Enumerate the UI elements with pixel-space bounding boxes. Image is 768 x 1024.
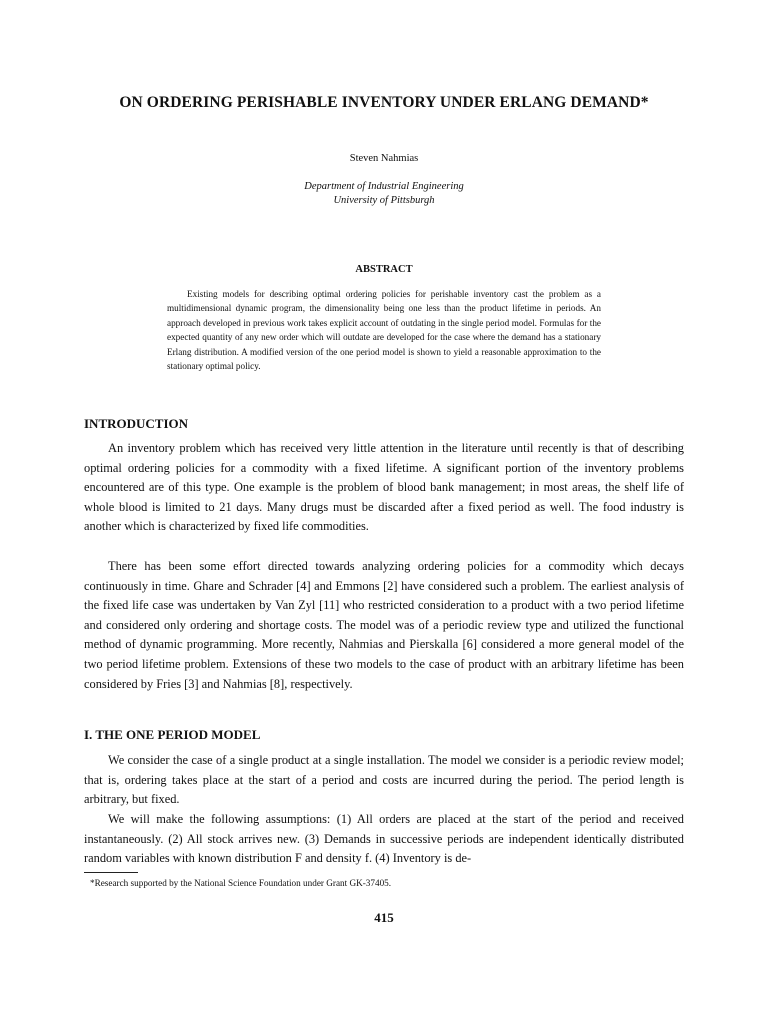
intro-paragraph-2: There has been some effort directed towards analyzing ordering policies for a commodity which decays continuously in time. Ghare and Schrader [4] and Emmons [2] have considered such a problem. The earliest analysis of the fixed life case was undertaken by Van Zyl [11] who restricted consideration to a product with a two period lifetime and considered only ordering and shortage costs. The model was of a periodic review type and utilized the functional method of dynamic programming. More recently, Nahmias and Pierskalla [6] considered a more general model of the two period lifetime problem. Extensions of these two models to the case of product with an arbitrary lifetime has been considered by Fries [3] and Nahmias [8], respectively. [84,559,684,691]
section-1-paragraph-1: We consider the case of a single product at a single installation. The model we consider is a periodic review model; that is, ordering takes place at the start of a period and costs are incurred during the period. The period length is arbitrary, but fixed. [84,753,684,807]
paper-title: ON ORDERING PERISHABLE INVENTORY UNDER ERLANG DEMAND* [119,94,649,111]
footnote: *Research supported by the National Science Foundation under Grant GK-37405. [90,878,392,888]
intro-paragraph-1: An inventory problem which has received very little attention in the literature until recently is that of describing optimal ordering policies for a commodity with a fixed lifetime. A significant portion of the inventory problems encountered are of this type. One example is the problem of blood bank management; in most areas, the shelf life of whole blood is limited to 21 days. Many drugs must be discarded after a fixed period as well. The food industry is another which is characterized by fixed life commodities. [84,441,684,534]
abstract-heading: ABSTRACT [355,264,413,275]
footnote-rule [84,872,138,873]
section-1-paragraph-2: We will make the following assumptions: (1) All orders are placed at the start of the period and received instantaneously. (2) All stock arrives new. (3) Demands in successive periods are independent identically distributed random variables with known distribution F and density f. (4) Inventory is de- [84,812,684,866]
section-1-heading: I. THE ONE PERIOD MODEL [84,727,261,742]
introduction-heading: INTRODUCTION [84,416,189,431]
author-name: Steven Nahmias [349,153,419,164]
page-number: 415 [374,910,394,925]
abstract-text: Existing models for describing optimal ordering policies for perishable inventory cast the problem as a multidimensional dynamic program, the dimensionality being one less than the product lifetime in periods. An approach developed in previous work takes explicit account of outdating in the single period model. Formulas for the expected quantity of any new order which will outdate are developed for the case where the demand has a stationary Erlang distribution. A modified version of the one period model is shown to yield a reasonable approximation to the stationary optimal policy. [167,289,601,372]
author-department: Department of Industrial Engineering [304,181,464,192]
author-university: University of Pittsburgh [333,195,435,206]
